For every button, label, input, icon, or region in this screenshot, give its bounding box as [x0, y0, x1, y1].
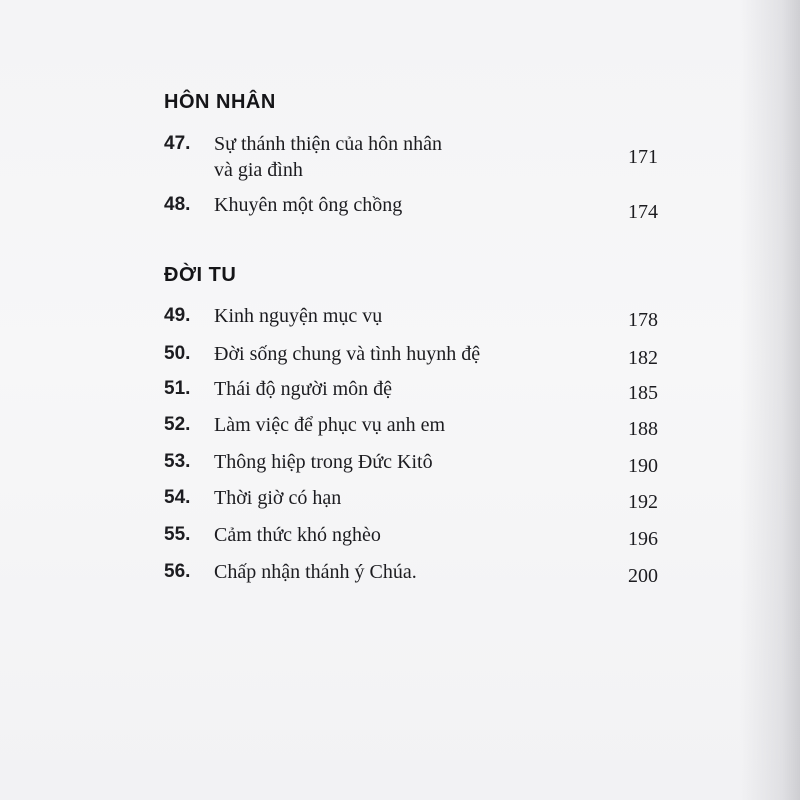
entry-number: 48. — [164, 194, 191, 215]
entry-title: Đời sống chung và tình huynh đệ — [214, 343, 481, 365]
entry-page-number: 174 — [628, 201, 658, 223]
section-heading-hon-nhan: HÔN NHÂN — [164, 91, 276, 113]
entry-title: Cảm thức khó nghèo — [214, 524, 381, 546]
entry-number: 52. — [164, 414, 191, 435]
entry-page-number: 196 — [628, 528, 658, 550]
entry-title: Thời giờ có hạn — [214, 487, 342, 509]
entry-number: 51. — [164, 378, 191, 399]
entry-number: 56. — [164, 561, 191, 582]
entry-page-number: 200 — [628, 565, 658, 587]
entry-page-number: 182 — [628, 347, 658, 369]
entry-page-number: 178 — [628, 309, 658, 331]
section-heading-doi-tu: ĐỜI TU — [164, 264, 237, 286]
entry-title: Thái độ người môn đệ — [214, 378, 393, 400]
toc-entry — [164, 131, 658, 183]
page-edge-shadow — [740, 0, 800, 800]
entry-number: 49. — [164, 305, 191, 326]
entry-number: 50. — [164, 343, 191, 364]
entry-title: Làm việc để phục vụ anh em — [214, 414, 446, 436]
entry-number: 53. — [164, 451, 191, 472]
entry-page-number: 188 — [628, 418, 658, 440]
entry-title: Kinh nguyện mục vụ — [214, 305, 383, 327]
entry-title-line1: Sự thánh thiện của hôn nhân — [214, 133, 443, 155]
entry-title-line2: và gia đình — [214, 159, 303, 181]
entry-title: Thông hiệp trong Đức Kitô — [214, 451, 433, 473]
entry-number: 54. — [164, 487, 191, 508]
entry-title — [214, 131, 594, 183]
entry-number: 55. — [164, 524, 191, 545]
entry-page-number: 171 — [628, 146, 658, 168]
entry-page-number: 192 — [628, 491, 658, 513]
entry-page-number: 190 — [628, 455, 658, 477]
entry-number: 47. — [164, 133, 191, 154]
entry-title: Khuyên một ông chồng — [214, 194, 403, 216]
entry-page-number: 185 — [628, 382, 658, 404]
entry-title: Chấp nhận thánh ý Chúa. — [214, 561, 417, 583]
